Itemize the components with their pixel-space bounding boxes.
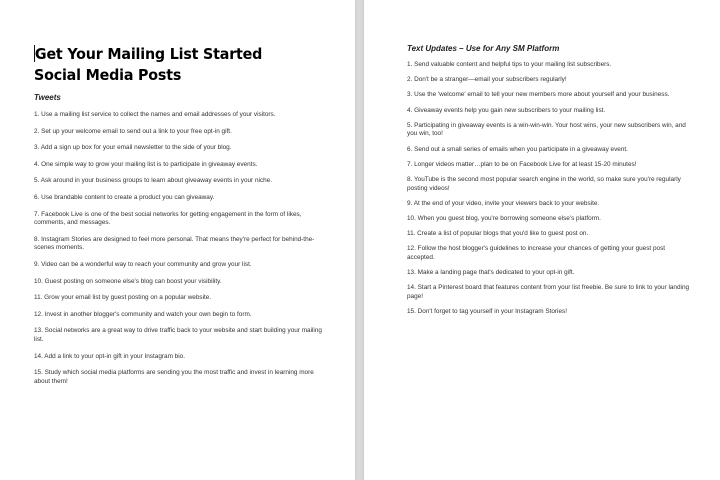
list-item: 2. Don't be a stranger—email your subscribers regularly!: [407, 76, 567, 84]
list-item: 9. Video can be a wonderful way to reach your community and grow your list.: [34, 260, 252, 268]
list-item: 3. Use the 'welcome' email to tell your new members more about yourself and your business.: [407, 91, 670, 99]
document-title: [34, 44, 301, 86]
list-item: 2. Set up your welcome email to send out a link to your free opt-in gift.: [34, 127, 232, 135]
list-item: 14. Add a link to your opt-in gift in your Instagram bio.: [34, 352, 185, 360]
list-item: 5. Participating in giveaway events is a win-win-win. Your host wins, your new subscribers win, and you win, too!: [407, 121, 686, 138]
list-item: 12. Invest in another blogger's community and watch your own begin to form.: [34, 310, 252, 318]
list-item: 9. At the end of your video, invite your viewers back to your website.: [407, 199, 600, 207]
list-item: 15. Study which social media platforms are sending you the most traffic and invest in learning more about them!: [34, 369, 314, 385]
tweets-list: [34, 111, 325, 386]
list-item: 8. YouTube is the second most popular search engine in the world, so make sure you're regularly posting videos!: [407, 175, 681, 192]
list-item: 11. Grow your email list by guest posting on a popular website.: [34, 294, 212, 302]
list-item: 10. When you guest blog, you're borrowing someone else's platform.: [407, 214, 601, 222]
section-heading-tweets: Tweets: [34, 93, 61, 102]
list-item: 1. Send valuable content and helpful tips to your mailing list subscribers.: [407, 61, 612, 68]
document-title-text: Get Your Mailing List Started Social Media Posts: [34, 45, 263, 84]
document-page-right: [364, 0, 720, 480]
list-item: 15. Don't forget to tag yourself in your Instagram Stories!: [407, 308, 568, 315]
list-item: 4. Giveaway events help you gain new subscribers to your mailing list.: [407, 106, 606, 114]
list-item: 7. Longer videos matter…plan to be on Facebook Live for at least 15-20 minutes!: [407, 160, 637, 168]
section-heading-text-updates: Text Updates – Use for Any SM Platform: [407, 44, 560, 53]
document-page-left: [0, 0, 355, 480]
list-item: 7. Facebook Live is one of the best social networks for getting engagement in the form of likes, comments, and messages.: [34, 210, 302, 227]
list-item: 6. Send out a small series of emails when you participate in a giveaway event.: [407, 145, 628, 153]
list-item: 13. Social networks are a great way to drive traffic back to your website and start building your mailing list.: [34, 327, 322, 343]
list-item: 14. Start a Pinterest board that features content from your list freebie. Be sure to link to your landing page!: [407, 284, 690, 300]
list-item: 12. Follow the host blogger's guidelines to increase your chances of getting your guest post accepted.: [407, 245, 666, 261]
list-item: 10. Guest posting on someone else's blog can boost your visibility.: [34, 277, 222, 285]
list-item: 4. One simple way to grow your mailing list is to participate in giveaway events.: [34, 160, 258, 168]
list-item: 5. Ask around in your business groups to learn about giveaway events in your niche.: [34, 177, 273, 185]
list-item: 13. Make a landing page that's dedicated to your opt-in gift.: [407, 269, 575, 277]
list-item: 3. Add a sign up box for your email newsletter to the side of your blog.: [34, 144, 232, 152]
list-item: 8. Instagram Stories are designed to feel more personal. That means they're perfect for behind-the-scenes moments.: [34, 235, 315, 252]
list-item: 11. Create a list of popular blogs that you'd like to guest post on.: [407, 230, 589, 238]
list-item: 1. Use a mailing list service to collect the names and email addresses of your visitors.: [34, 111, 276, 118]
text-updates-list: [407, 61, 690, 317]
list-item: 6. Use brandable content to create a product you can giveaway.: [34, 193, 215, 201]
